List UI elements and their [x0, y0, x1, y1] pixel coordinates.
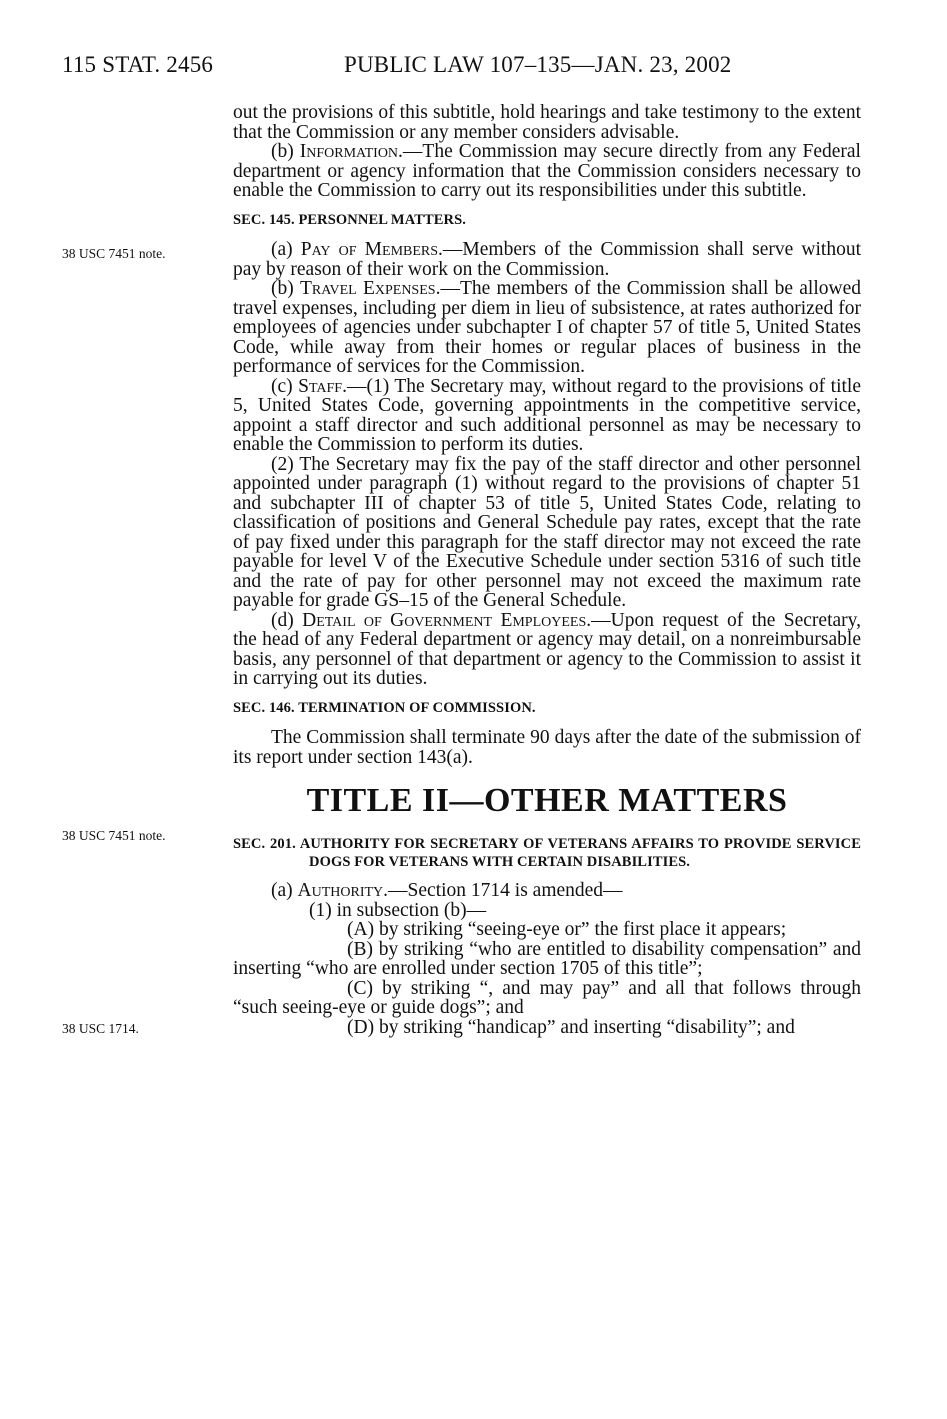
title-ii-heading: TITLE II—OTHER MATTERS: [306, 782, 788, 819]
paragraph-heading: Travel Expenses: [299, 278, 436, 299]
paragraph-prefix: (a): [271, 880, 298, 901]
paragraph-text: .—Section 1714 is amended—: [383, 880, 623, 901]
paragraph-d-detail-of-employees: [233, 611, 861, 689]
section-145-heading: SEC. 145. PERSONNEL MATTERS.: [233, 211, 466, 228]
paragraph-201a-D: (D) by striking “handicap” and inserting “disability”; and: [347, 1016, 795, 1038]
paragraph-text: .—The members of the Commission shall be allowed travel expenses, including per diem in lieu of subsistence, at rates authorized for employees of agencies under subchapter I of chapter 57 of title 5, United States Code, while away from their homes or regular places of business in the performance of services for the Commission.: [233, 278, 861, 377]
paragraph-201a-A: (A) by striking “seeing-eye or” the first place it appears;: [347, 919, 787, 940]
section-201-heading: SEC. 201. AUTHORITY FOR SECRETARY OF VETERANS AFFAIRS TO PROVIDE SERVICE DOGS FOR VETERANS WITH CERTAIN DISABILITIES.: [233, 836, 861, 870]
stat-page-number: 115 STAT. 2456: [62, 52, 214, 77]
paragraph-text: .—Upon request of the Secretary, the head of any Federal department or agency may detail, on a nonreimbursable basis, any personnel of that department or agency to the Commission to assist it in carrying out its duties.: [233, 609, 861, 689]
margin-note-sec145: 38 USC 7451 note.: [62, 246, 166, 261]
body-column: [233, 103, 861, 1037]
paragraph-text: .—The Commission may secure directly from any Federal department or agency information that the Commission considers necessary to enable the Commission to carry out its responsibilities under this subtitle.: [233, 141, 861, 201]
paragraph-prefix: (c): [271, 375, 299, 397]
paragraph-b-information: [233, 142, 861, 201]
paragraph-prefix: (b): [271, 278, 300, 299]
paragraph-heading: Information: [299, 141, 399, 162]
paragraph-a-pay-of-members: [233, 240, 861, 279]
paragraph-heading: Staff: [298, 375, 343, 397]
paragraph-b-travel-expenses: [233, 279, 861, 377]
paragraph-text: .—Members of the Commission shall serve without pay by reason of their work on the Commission.: [233, 239, 861, 280]
paragraph-termination: The Commission shall terminate 90 days after the date of the submission of its report under section 143(a).: [233, 727, 861, 768]
margin-note-sec146: 38 USC 7451 note.: [62, 828, 166, 843]
paragraph-heading: Authority: [297, 880, 384, 901]
paragraph-c-staff: [233, 377, 861, 455]
paragraph-heading: Pay of Members: [300, 239, 439, 260]
public-law-citation: PUBLIC LAW 107–135—JAN. 23, 2002: [344, 52, 732, 77]
section-146-heading: SEC. 146. TERMINATION OF COMMISSION.: [233, 699, 536, 716]
paragraph-c2-pay-of-staff: (2) The Secretary may fix the pay of the staff director and other personnel appointed under paragraph (1) without regard to the provisions of chapter 51 and subchapter III of chapter 53 of title 5, United States Code, relating to classification of positions and General Schedule pay rates, except that the rate of pay fixed under this paragraph for the staff director may not exceed the rate payable for level V of the Executive Schedule under section 5316 of such title and the rate of pay for other personnel may not exceed the maximum rate payable for grade GS–15 of the General Schedule.: [233, 453, 861, 611]
paragraph-201a-1: (1) in subsection (b)—: [309, 899, 487, 921]
paragraph-prefix: (b): [271, 141, 300, 162]
paragraph-heading: Detail of Government Employees: [302, 609, 587, 631]
paragraph-201a-C: (C) by striking “, and may pay” and all that follows through “such seeing-eye or guide dogs”; and: [233, 977, 861, 1018]
paragraph-continuation: out the provisions of this subtitle, hold hearings and take testimony to the extent that the Commission or any member considers advisable.: [233, 102, 861, 143]
paragraph-text: .—(1) The Secretary may, without regard to the provisions of title 5, United States Code, governing appointments in the competitive service, appoint a staff director and such additional personnel as may be necessary to enable the Commission to perform its duties.: [233, 375, 861, 455]
paragraph-201a-authority: [233, 881, 861, 901]
paragraph-prefix: (a): [271, 239, 301, 260]
paragraph-201a-B: (B) by striking “who are entitled to disability compensation” and inserting “who are enrolled under section 1705 of this title”;: [233, 938, 861, 979]
paragraph-prefix: (d): [271, 609, 303, 631]
margin-note-sec201a: 38 USC 1714.: [62, 1021, 139, 1036]
